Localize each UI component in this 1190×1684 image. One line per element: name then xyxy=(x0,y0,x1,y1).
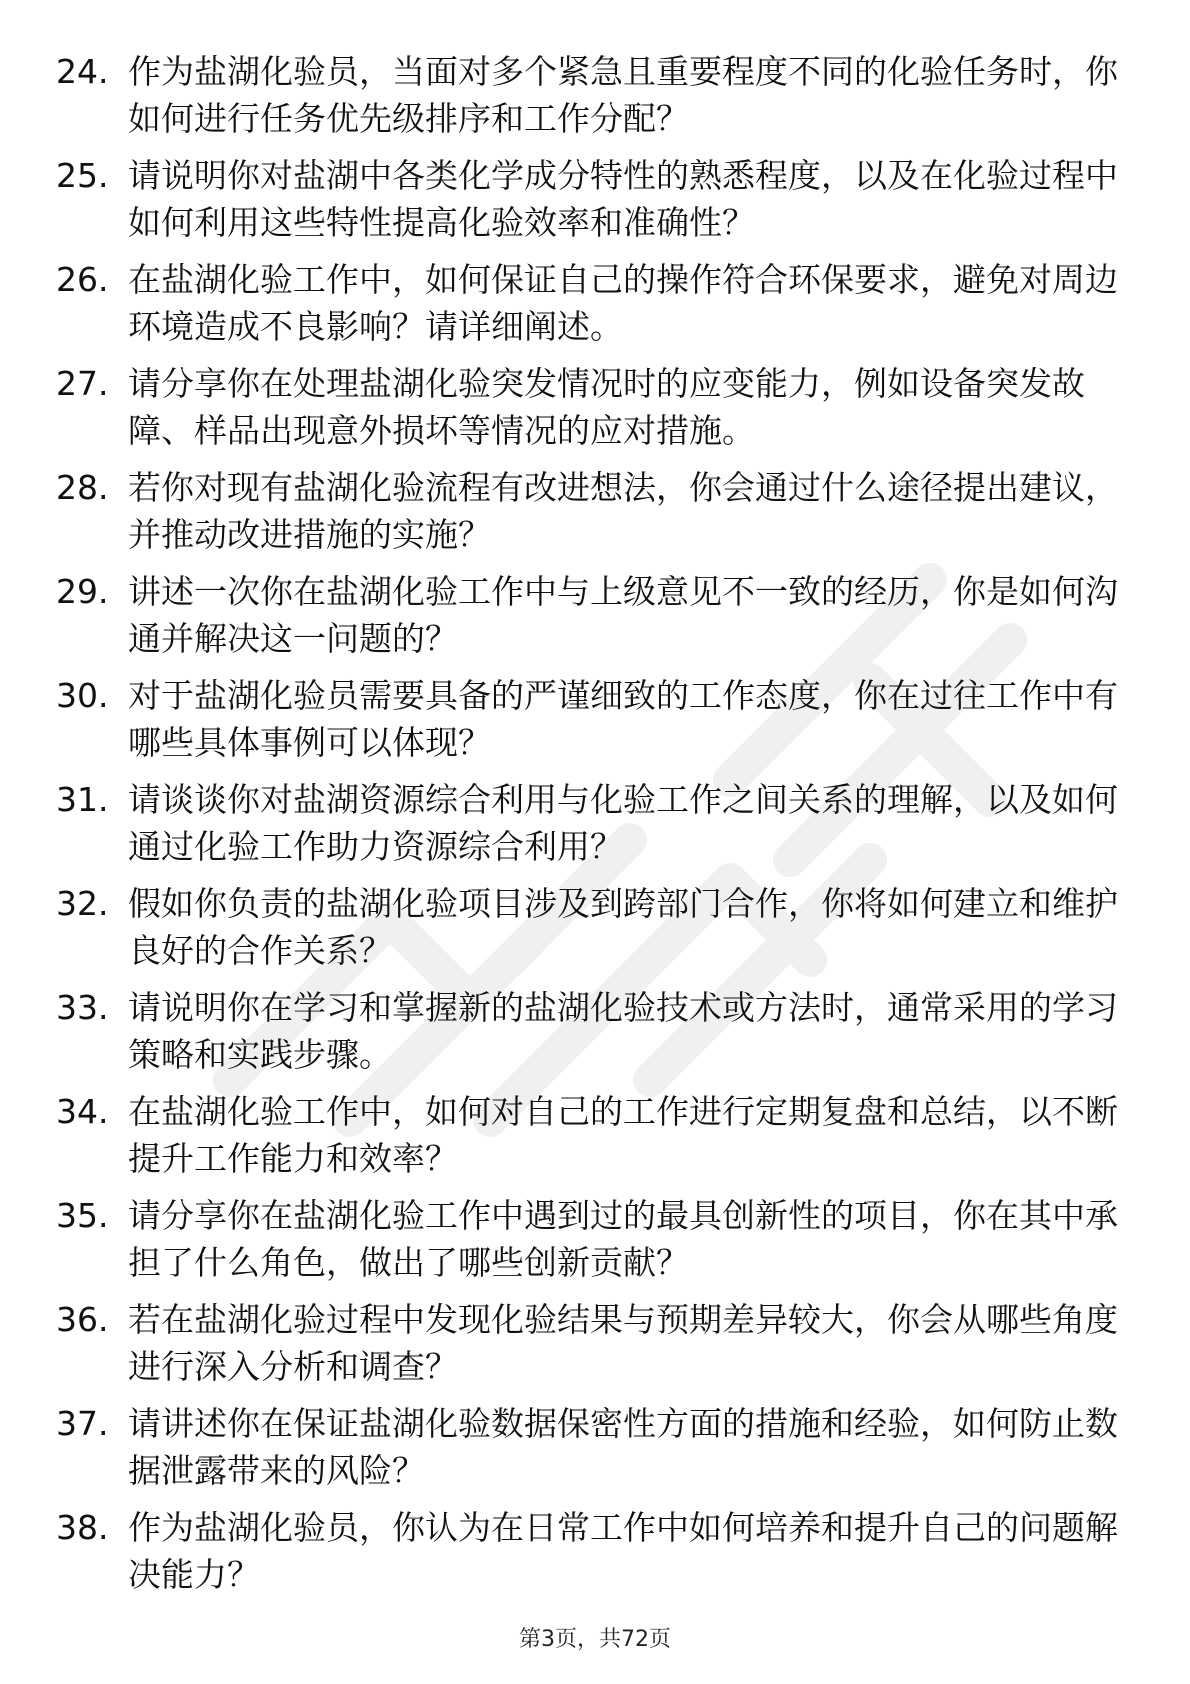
question-item xyxy=(56,48,1116,142)
question-text: 若在盐湖化验过程中发现化验结果与预期差异较大，你会从哪些角度进行深入分析和调查？ xyxy=(128,1300,1118,1386)
question-text: 作为盐湖化验员，你认为在日常工作中如何培养和提升自己的问题解决能力？ xyxy=(128,1508,1118,1594)
question-number: 33. xyxy=(56,988,109,1027)
question-item xyxy=(56,464,1116,558)
question-number: 36. xyxy=(56,1300,109,1339)
question-number: 37. xyxy=(56,1404,109,1443)
question-number: 24. xyxy=(56,52,109,91)
question-item xyxy=(56,880,1116,974)
question-number: 26. xyxy=(56,260,109,299)
question-number: 30. xyxy=(56,676,109,715)
question-text: 若你对现有盐湖化验流程有改进想法，你会通过什么途径提出建议，并推动改进措施的实施？ xyxy=(128,468,1118,554)
question-item xyxy=(56,152,1116,246)
question-text: 请说明你在学习和掌握新的盐湖化验技术或方法时，通常采用的学习策略和实践步骤。 xyxy=(128,988,1118,1074)
question-text: 在盐湖化验工作中，如何对自己的工作进行定期复盘和总结，以不断提升工作能力和效率？ xyxy=(128,1092,1118,1178)
question-item xyxy=(56,672,1116,766)
question-text: 对于盐湖化验员需要具备的严谨细致的工作态度，你在过往工作中有哪些具体事例可以体现？ xyxy=(128,676,1118,762)
question-text: 请讲述你在保证盐湖化验数据保密性方面的措施和经验，如何防止数据泄露带来的风险？ xyxy=(128,1404,1118,1490)
question-text: 作为盐湖化验员，当面对多个紧急且重要程度不同的化验任务时，你如何进行任务优先级排序和工作分配？ xyxy=(128,52,1118,138)
question-item xyxy=(56,1192,1116,1286)
question-text: 讲述一次你在盐湖化验工作中与上级意见不一致的经历，你是如何沟通并解决这一问题的？ xyxy=(128,572,1118,658)
question-text: 请分享你在处理盐湖化验突发情况时的应变能力，例如设备突发故障、样品出现意外损坏等情况的应对措施。 xyxy=(128,364,1085,450)
question-item xyxy=(56,776,1116,870)
question-item xyxy=(56,568,1116,662)
question-item xyxy=(56,1400,1116,1494)
question-text: 请谈谈你对盐湖资源综合利用与化验工作之间关系的理解，以及如何通过化验工作助力资源综合利用？ xyxy=(128,780,1118,866)
question-text: 请说明你对盐湖中各类化学成分特性的熟悉程度，以及在化验过程中如何利用这些特性提高化验效率和准确性？ xyxy=(128,156,1118,242)
question-number: 35. xyxy=(56,1196,109,1235)
question-text: 假如你负责的盐湖化验项目涉及到跨部门合作，你将如何建立和维护良好的合作关系？ xyxy=(128,884,1118,970)
question-number: 34. xyxy=(56,1092,109,1131)
question-text: 请分享你在盐湖化验工作中遇到过的最具创新性的项目，你在其中承担了什么角色，做出了哪些创新贡献？ xyxy=(128,1196,1118,1282)
question-number: 28. xyxy=(56,468,109,507)
question-item xyxy=(56,360,1116,454)
page-footer xyxy=(0,1622,1190,1653)
question-list xyxy=(56,48,1116,1608)
question-item xyxy=(56,984,1116,1078)
question-item xyxy=(56,1296,1116,1390)
page-number-label: 第3页，共72页 xyxy=(519,1627,671,1652)
question-item xyxy=(56,1088,1116,1182)
question-number: 31. xyxy=(56,780,109,819)
question-number: 38. xyxy=(56,1508,109,1547)
question-text: 在盐湖化验工作中，如何保证自己的操作符合环保要求，避免对周边环境造成不良影响？请详细阐述。 xyxy=(128,260,1118,346)
question-item xyxy=(56,1504,1116,1598)
question-number: 27. xyxy=(56,364,109,403)
question-number: 32. xyxy=(56,884,109,923)
question-number: 25. xyxy=(56,156,109,195)
question-item xyxy=(56,256,1116,350)
question-number: 29. xyxy=(56,572,109,611)
